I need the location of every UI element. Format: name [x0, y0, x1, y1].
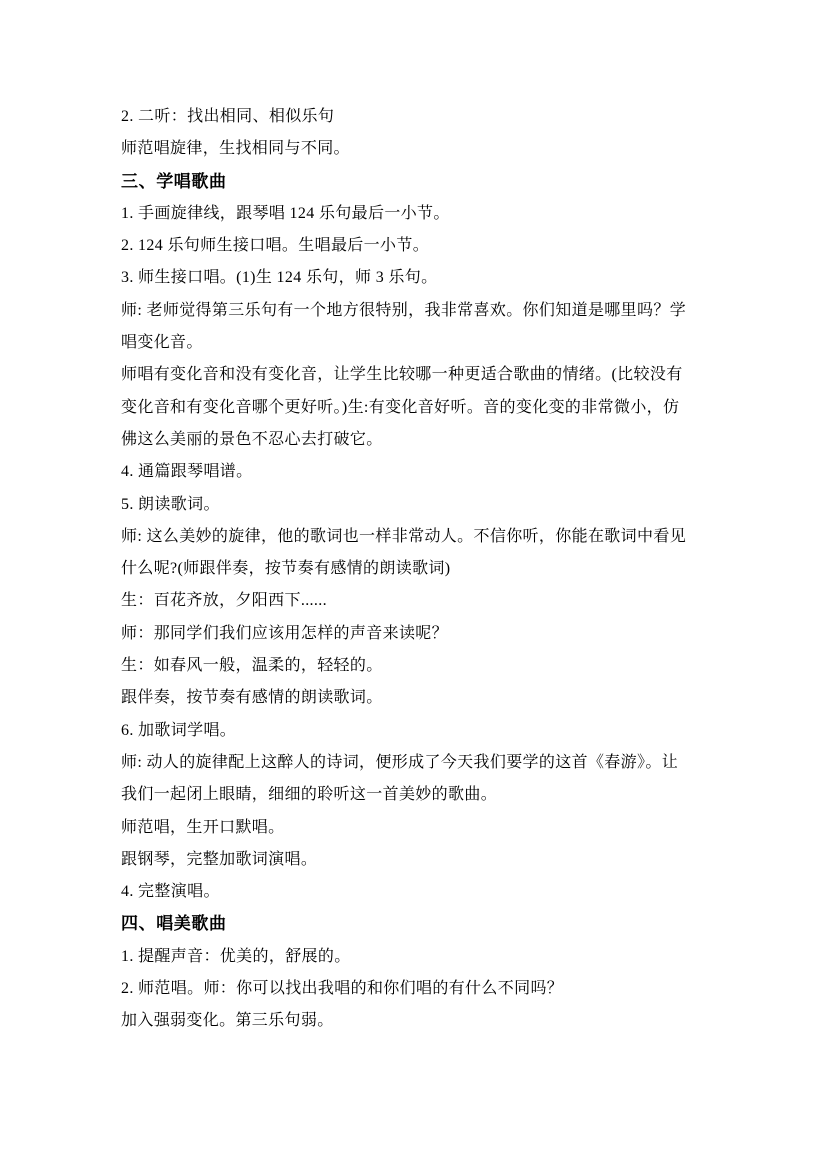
document-line: 跟钢琴，完整加歌词演唱。: [121, 850, 318, 868]
document-line: 佛这么美丽的景色不忍心去打破它。: [121, 430, 383, 448]
document-line: 2. 124 乐句师生接口唱。生唱最后一小节。: [121, 237, 430, 255]
document-line: 5. 朗读歌词。: [121, 495, 220, 513]
document-line: 什么呢?(师跟伴奏，按节奏有感情的朗读歌词): [121, 560, 451, 578]
document-line: 我们一起闭上眼睛，细细的聆听这一首美妙的歌曲。: [121, 786, 498, 804]
document-line: 3. 师生接口唱。(1)生 124 乐句，师 3 乐句。: [121, 269, 438, 287]
section-heading: 四、唱美歌曲: [121, 914, 227, 934]
document-line: 1. 提醒声音：优美的，舒展的。: [121, 947, 351, 965]
document-line: 师: 这么美妙的旋律，他的歌词也一样非常动人。不信你听，你能在歌词中看见: [121, 527, 687, 545]
document-line: 4. 完整演唱。: [121, 883, 220, 901]
document-line: 6. 加歌词学唱。: [121, 721, 237, 739]
document-body: [121, 101, 717, 1038]
document-line: 1. 手画旋律线，跟琴唱 124 乐句最后一小节。: [121, 204, 450, 222]
document-line: 师范唱旋律，生找相同与不同。: [121, 140, 350, 158]
document-line: 变化音和有变化音哪个更好听。)生:有变化音好听。音的变化变的非常微小，仿: [121, 398, 680, 416]
document-line: 生：百花齐放，夕阳西下......: [121, 592, 327, 610]
document-line: 加入强弱变化。第三乐句弱。: [121, 1012, 334, 1030]
document-line: 师: 动人的旋律配上这醉人的诗词，便形成了今天我们要学的这首《春游》。让: [121, 753, 679, 771]
section-heading: 三、学唱歌曲: [121, 171, 227, 191]
document-line: 师唱有变化音和没有变化音，让学生比较哪一种更适合歌曲的情绪。(比较没有: [121, 366, 683, 384]
document-line: 生：如春风一般，温柔的，轻轻的。: [121, 657, 383, 675]
document-line: 2. 二听：找出相同、相似乐句: [121, 108, 335, 125]
document-line: 2. 师范唱。师：你可以找出我唱的和你们唱的有什么不同吗？: [121, 980, 564, 998]
document-line: 师：那同学们我们应该用怎样的声音来读呢？: [121, 624, 449, 642]
document-line: 跟伴奏，按节奏有感情的朗读歌词。: [121, 689, 383, 707]
document-line: 唱变化音。: [121, 334, 203, 352]
document-line: 师: 老师觉得第三乐句有一个地方很特别，我非常喜欢。你们知道是哪里吗？学: [121, 301, 687, 319]
document-line: 4. 通篇跟琴唱谱。: [121, 463, 253, 481]
document-line: 师范唱，生开口默唱。: [121, 818, 285, 836]
